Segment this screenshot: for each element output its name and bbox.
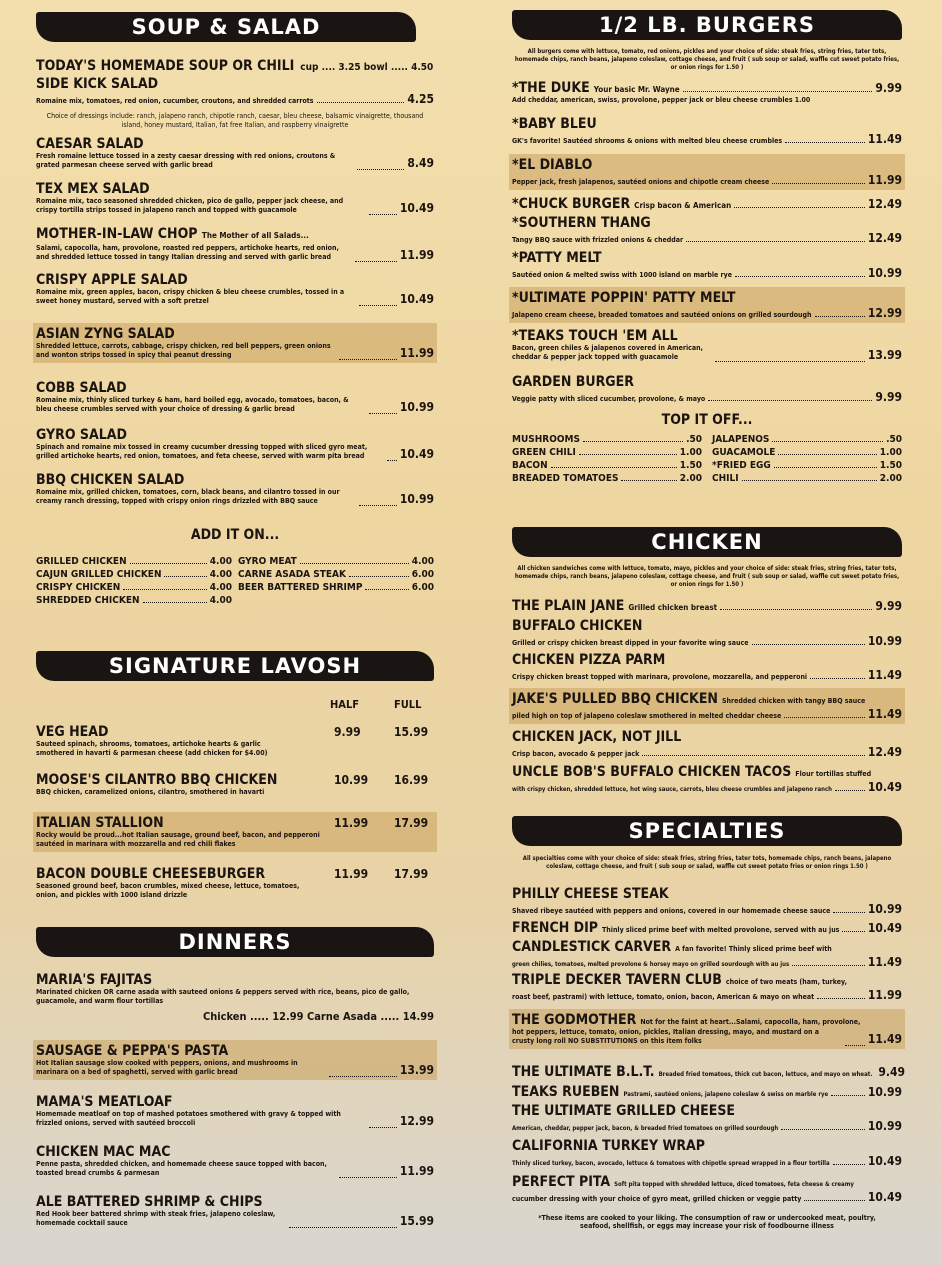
item-price: 10.49 [399,447,434,461]
item-price: 10.99 [867,1085,902,1099]
item-price: 11.49 [867,955,902,969]
lavosh-banner: SIGNATURE LAVOSH [36,651,434,681]
lavosh-item [36,772,434,797]
menu-item [36,226,434,262]
chicken-item-highlighted [512,691,902,721]
item-name: *CHUCK BURGER [512,196,631,212]
burger-item [512,196,902,212]
topping-name: *FRIED EGG [712,460,771,471]
item-desc: Add cheddar, american, swiss, provolone, pepper jack or bleu cheese crumbles 1.00 [512,96,811,104]
item-name: GARDEN BURGER [512,374,634,390]
topping-item [712,473,902,484]
item-name: BACON DOUBLE CHEESEBURGER [36,866,266,882]
item-desc: Romaine mix, taco seasoned shredded chicken, pico de gallo, pepper jack cheese, and crispy tortilla strips tossed in jalapeno ranch and topped with guacamole [36,197,344,214]
addon-item [36,582,232,593]
item-price: 8.49 [407,156,434,170]
item-name: MOOSE'S CILANTRO BBQ CHICKEN [36,772,278,788]
item-desc: Spinach and romaine mix tossed in creamy cucumber dressing topped with sliced gyro meat, grilled artichoke hearts, red onion, tomatoes, and feta cheese, served with warm pita bread [36,443,368,460]
item-desc: Marinated chicken OR carne asada with sauteed onions & peppers served with rice, beans, pico de gallo, guacamole, and warm flour tortillas [36,988,410,1005]
item-desc: Romaine mix, thinly sliced turkey & ham, hard boiled egg, avocado, tomatoes, bacon, & bleu cheese crumbles served with your choice of dressing & garlic bread [36,396,349,413]
burgers-banner: 1/2 LB. BURGERS [512,10,902,40]
item-desc: Grilled or crispy chicken breast dipped in your favorite wing sauce [512,639,749,647]
item-subtitle: Grilled chicken breast [628,603,718,612]
topping-price: 2.00 [879,473,902,484]
topping-name: MUSHROOMS [512,434,580,445]
addon-name: CARNE ASADA STEAK [238,569,346,580]
item-subtitle: Thinly sliced prime beef with melted provolone, served with au jus [602,926,840,934]
item-name: MARIA'S FAJITAS [36,972,153,988]
addon-item [36,595,232,606]
addon-price: 4.00 [209,582,232,593]
item-name: VEG HEAD [36,724,109,740]
item-price: 10.49 [867,780,902,794]
item-price: 10.99 [399,492,434,506]
item-desc: American, cheddar, pepper jack, bacon, & breaded fried tomatoes on grilled sourdough [512,1125,779,1132]
item-name: TRIPLE DECKER TAVERN CLUB [512,972,722,988]
chicken-banner: CHICKEN [512,527,902,557]
item-name: ASIAN ZYNG SALAD [36,326,175,342]
item-name: MAMA'S MEATLOAF [36,1094,173,1110]
item-name: COBB SALAD [36,380,127,396]
item-price: 11.99 [867,173,902,187]
item-desc: Romaine mix, green apples, bacon, crispy chicken & bleu cheese crumbles, tossed in a sweet honey mustard, served with a soft pretzel [36,288,345,305]
topping-item [512,460,702,471]
chicken-item [512,729,902,759]
item-subtitle: Breaded fried tomatoes, thick cut bacon, lettuce, and mayo on wheat. [658,1071,873,1078]
item-desc: piled high on top of jalapeno coleslaw smothered in melted cheddar cheese [512,712,782,720]
item-desc: Crisp bacon, avocado & pepper jack [512,750,640,758]
item-price: 11.49 [867,132,902,146]
menu-item [36,427,434,461]
half-price: 11.99 [334,867,369,881]
item-subtitle: Your basic Mr. Wayne [593,85,680,94]
full-price: 17.99 [394,816,429,830]
addon-price: 4.00 [411,556,434,567]
item-price: 12.99 [867,306,902,320]
item-price: 10.99 [399,400,434,414]
specialty-item [512,1084,902,1100]
item-name: THE ULTIMATE GRILLED CHEESE [512,1103,736,1119]
addon-item [238,556,434,567]
item-price: 10.99 [867,902,902,916]
burger-item [512,116,902,146]
item-price: 15.99 [399,1214,434,1228]
burger-item-highlighted [512,157,902,187]
burger-item-highlighted [512,290,902,320]
item-name: *SOUTHERN THANG [512,215,651,231]
dinner-item [36,972,434,1023]
full-price: 15.99 [394,725,429,739]
topping-name: CHILI [712,473,739,484]
topping-price: 1.50 [679,460,702,471]
specialty-item-highlighted [512,1012,902,1046]
specialty-item [512,1138,902,1168]
item-name: PHILLY CHEESE STEAK [512,886,669,902]
item-desc: with crispy chicken, shredded lettuce, hot wing sauce, carrots, bleu cheese crumbles and jalapeno ranch [512,786,832,793]
burger-item [512,215,902,245]
chicken-intro: All chicken sandwiches come with lettuce, tomato, mayo, pickles and your choice of side: steak fries, string fries, tater tots, homemade chips, ranch beans, jalapeno coleslaw, cottage cheese, and fruit ( sub soup or salad, waffle cut sweet potato fries, or onion rings for 1.50 ) [514,565,900,588]
item-name: BUFFALO CHICKEN [512,618,643,634]
item-name: UNCLE BOB'S BUFFALO CHICKEN TACOS [512,764,792,780]
item-name: THE GODMOTHER [512,1012,637,1028]
half-price: 9.99 [334,725,361,739]
addon-heading: ADD IT ON... [190,527,280,543]
chicken-item [512,618,902,648]
specialty-item [512,1064,906,1080]
item-name: JAKE'S PULLED BBQ CHICKEN [512,691,718,707]
addon-price: 6.00 [411,582,434,593]
item-desc: Tangy BBQ sauce with frizzled onions & cheddar [512,236,684,244]
item-price: 10.49 [867,1190,902,1204]
menu-item [36,272,434,306]
item-name: GYRO SALAD [36,427,127,443]
item-price: 10.49 [867,921,902,935]
menu-item [36,472,434,506]
lavosh-item-highlighted [36,815,434,849]
topping-price: 1.00 [879,447,902,458]
item-name: SIDE KICK SALAD [36,76,159,92]
item-subtitle: A fan favorite! Thinly sliced prime beef with [675,945,832,953]
item-price: cup .... 3.25 bowl ..... 4.50 [300,62,434,73]
item-name: CRISPY APPLE SALAD [36,272,188,288]
item-subtitle: Soft pita topped with shredded lettuce, diced tomatoes, feta cheese & creamy [614,1181,854,1188]
specialty-item [512,1174,902,1204]
item-price: 11.99 [399,248,434,262]
burger-item [512,80,902,105]
item-name: *ULTIMATE POPPIN' PATTY MELT [512,290,736,306]
item-subtitle: Shredded chicken with tangy BBQ sauce [721,697,866,705]
toppings-list [512,434,902,484]
item-desc: Thinly sliced turkey, bacon, avocado, lettuce & tomatoes with chipotle spread wrapped in a flour tortilla [512,1160,830,1167]
item-name: TEAKS RUEBEN [512,1084,620,1100]
topping-price: 1.50 [879,460,902,471]
item-name: THE ULTIMATE B.L.T. [512,1064,655,1080]
addon-price: 6.00 [411,569,434,580]
item-name: CHICKEN JACK, NOT JILL [512,729,682,745]
item-desc: Penne pasta, shredded chicken, and homemade cheese sauce topped with bacon, toasted bread crumbs & parmesan [36,1160,327,1177]
chicken-item [512,764,902,794]
item-desc: Sauteed spinach, shrooms, tomatoes, artichoke hearts & garlic smothered in havarti & parmesan cheese (add chicken for $4.00) [36,740,268,757]
item-desc: green chilies, tomatoes, melted provolone & horsey mayo on grilled sourdough with au jus [512,961,790,968]
item-name: CAESAR SALAD [36,136,144,152]
item-desc: Pepper jack, fresh jalapenos, sautéed onions and chipotle cream cheese [512,178,770,186]
left-column [36,0,434,1265]
specialty-item [512,1103,902,1133]
half-price: 11.99 [334,816,369,830]
item-price: 10.49 [399,292,434,306]
topping-price: .50 [686,434,702,445]
item-price: 13.99 [867,348,902,362]
topping-item [712,434,902,445]
specialties-banner: SPECIALTIES [512,816,902,846]
item-price: 10.99 [867,1119,902,1133]
item-desc: Fresh romaine lettuce tossed in a zesty caesar dressing with red onions, croutons & grated parmesan cheese served with garlic bread [36,152,336,169]
toppings-heading: TOP IT OFF... [661,412,753,428]
soup-item [36,58,434,74]
item-name: *THE DUKE [512,80,590,96]
item-name: MOTHER-IN-LAW CHOP [36,226,198,242]
dinners-banner: DINNERS [36,927,434,957]
menu-item [36,181,434,215]
burger-item [512,374,902,404]
item-name: FRENCH DIP [512,920,598,936]
item-price: 11.99 [399,346,434,360]
item-name: CHICKEN MAC MAC [36,1144,171,1160]
item-price: 10.99 [867,634,902,648]
specialty-item [512,886,902,916]
item-price: 11.99 [867,988,902,1002]
footnote: *These items are cooked to your liking. The consumption of raw or undercooked meat, poultry, seafood, shellfish, or eggs may increase your risk of foodbourne illness [538,1214,876,1230]
item-desc: Shaved ribeye sautéed with peppers and onions, covered in our homemade cheese sauce [512,907,831,915]
item-price: 12.49 [867,745,902,759]
item-name: TEX MEX SALAD [36,181,150,197]
item-desc: Sautéed onion & melted swiss with 1000 island on marble rye [512,271,732,279]
item-name: ITALIAN STALLION [36,815,164,831]
item-desc: Hot Italian sausage slow cooked with peppers, onions, and mushrooms in marinara on a bed of spaghetti, served with garlic bread [36,1059,298,1076]
item-name: THE PLAIN JANE [512,598,625,614]
topping-item [712,460,902,471]
item-name: TODAY'S HOMEMADE SOUP OR CHILI [36,58,295,74]
chicken-item [512,652,902,682]
item-desc: hot peppers, lettuce, tomato, onion, pickles, Italian dressing, mayo, and mustard on a crusty long roll NO SUBSTITUTIONS on this item folks [512,1028,819,1045]
addon-price: 4.00 [209,556,232,567]
addon-name: GRILLED CHICKEN [36,556,127,567]
item-price: 10.49 [399,201,434,215]
item-subtitle: Not for the faint at heart...Salami, capocolla, ham, provolone, [640,1018,861,1026]
item-name: PERFECT PITA [512,1174,611,1190]
soup-salad-banner: SOUP & SALAD [36,12,416,42]
item-name: *EL DIABLO [512,157,593,173]
item-desc: GK's favorite! Sautéed shrooms & onions with melted bleu cheese crumbles [512,137,783,145]
lavosh-item [36,724,434,758]
menu-item [36,76,434,130]
dinner-item [36,1194,434,1228]
menu-item-highlighted [36,326,434,360]
item-subtitle: Crisp bacon & American [634,201,732,210]
item-desc: Bacon, green chiles & jalapenos covered in American, cheddar & pepper jack topped with guacamole [512,344,703,361]
item-desc: cucumber dressing with your choice of gyro meat, grilled chicken or veggie patty [512,1195,802,1203]
item-price: 10.99 [867,266,902,280]
addon-list [36,556,434,606]
item-subtitle: The Mother of all Salads... [201,231,309,240]
item-price: 10.49 [867,1154,902,1168]
item-price: 12.49 [867,197,902,211]
item-desc: Romaine mix, tomatoes, red onion, cucumber, croutons, and shredded carrots [36,97,314,105]
item-price: 13.99 [399,1063,434,1077]
half-header: HALF [330,698,360,711]
topping-name: BREADED TOMATOES [512,473,619,484]
dinner-item [36,1094,434,1128]
item-desc: Romaine mix, grilled chicken, tomatoes, corn, black beans, and cilantro tossed in our creamy ranch dressing, topped with crispy onion rings drizzled with BBQ sauce [36,488,340,505]
item-name: SAUSAGE & PEPPA'S PASTA [36,1043,229,1059]
item-desc: BBQ chicken, caramelized onions, cilantro, smothered in havarti [36,788,265,796]
addon-item [36,556,232,567]
specialty-item [512,939,902,969]
item-desc: Homemade meatloaf on top of mashed potatoes smothered with gravy & topped with frizzled onions, served with sautéed broccoli [36,1110,341,1127]
item-desc: roast beef, pastrami) with lettuce, tomato, onion, bacon, American & mayo on wheat [512,993,815,1001]
addon-name: CAJUN GRILLED CHICKEN [36,569,162,580]
item-subtitle: Pastrami, sautéed onions, jalapeno coleslaw & swiss on marble rye [623,1091,829,1098]
specialty-item [512,972,902,1002]
topping-item [512,447,702,458]
addon-item [36,569,232,580]
item-price: 11.49 [867,707,902,721]
item-desc: Shredded lettuce, carrots, cabbage, crispy chicken, red bell peppers, green onions and wonton strips tossed in spicy thai peanut dressing [36,342,331,359]
item-price: 11.49 [867,668,902,682]
item-price: 4.25 [407,92,434,106]
item-name: BBQ CHICKEN SALAD [36,472,185,488]
menu-item [36,136,434,170]
half-price: 10.99 [334,773,369,787]
dinner-item [36,1144,434,1178]
item-name: CANDLESTICK CARVER [512,939,672,955]
item-name: *PATTY MELT [512,250,602,266]
burger-item [512,328,902,362]
item-name: *BABY BLEU [512,116,597,132]
full-price: 16.99 [394,773,429,787]
addon-item [238,569,434,580]
topping-item [512,473,702,484]
item-subtitle: Flour tortillas stuffed [795,770,872,778]
dressing-note: Choice of dressings include: ranch, jalapeno ranch, chipotle ranch, caesar, bleu cheese, balsamic vinaigrette, thousand island, honey mustard, Italian, fat free Italian, and raspberry vinaigrette [46,112,424,129]
item-name: *TEAKS TOUCH 'EM ALL [512,328,678,344]
specialty-item [512,920,902,936]
item-price: 11.99 [399,1164,434,1178]
topping-name: GREEN CHILI [512,447,576,458]
topping-price: 2.00 [679,473,702,484]
item-price: 12.99 [399,1114,434,1128]
dinner-item-highlighted [36,1043,434,1077]
item-name: ALE BATTERED SHRIMP & CHIPS [36,1194,263,1210]
item-price: 11.49 [867,1032,902,1046]
full-header: FULL [394,698,422,711]
burger-item [512,250,902,280]
addon-name: GYRO MEAT [238,556,297,567]
topping-name: BACON [512,460,548,471]
topping-name: GUACAMOLE [712,447,776,458]
right-column [512,0,906,1265]
burgers-intro: All burgers come with lettuce, tomato, red onions, pickles and your choice of side: steak fries, string fries, tater tots, homemade chips, ranch beans, jalapeno coleslaw, cottage cheese, and fruit ( sub soup or salad, waffle cut sweet potato fries, or onion rings for 1.50 ) [514,48,900,71]
item-desc: Seasoned ground beef, bacon crumbles, mixed cheese, lettuce, tomatoes, onion, and pickles with 1000 island drizzle [36,882,300,899]
addon-name: BEER BATTERED SHRIMP [238,582,363,593]
topping-item [512,434,702,445]
topping-item [712,447,902,458]
item-price: 9.99 [875,390,902,404]
specialties-intro: All specialties come with your choice of side: steak fries, string fries, tater tots, homemade chips, ranch beans, jalapeno coleslaw, cottage cheese, and fruit ( sub soup or salad, waffle cut sweet potato fries or onion rings 1.50 ) [522,855,892,870]
item-price: 12.49 [867,231,902,245]
chicken-item [512,598,902,614]
item-price: Chicken ..... 12.99 Carne Asada ..... 14.99 [202,1010,434,1023]
item-desc: Rocky would be proud...hot Italian sausage, ground beef, bacon, and pepperoni sautéed in marinara with mozzarella and red chili flakes [36,831,320,848]
addon-name: SHREDDED CHICKEN [36,595,140,606]
topping-price: 1.00 [679,447,702,458]
item-name: CHICKEN PIZZA PARM [512,652,666,668]
addon-price: 4.00 [209,569,232,580]
full-price: 17.99 [394,867,429,881]
item-subtitle: choice of two meats (ham, turkey, [725,978,847,986]
item-desc: Crispy chicken breast topped with marinara, provolone, mozzarella, and pepperoni [512,673,808,681]
addon-item [238,582,434,593]
lavosh-item [36,866,434,900]
item-desc: Salami, capocolla, ham, provolone, roasted red peppers, artichoke hearts, red onion, and shredded lettuce tossed in tangy Italian dressing and served with garlic bread [36,244,339,261]
item-desc: Jalapeno cream cheese, breaded tomatoes and sautéed onions on grilled sourdough [512,311,812,319]
addon-name: CRISPY CHICKEN [36,582,121,593]
item-price: 9.49 [878,1065,906,1079]
item-name: CALIFORNIA TURKEY WRAP [512,1138,706,1154]
item-price: 9.99 [875,599,902,613]
menu-item [36,380,434,414]
item-desc: Red Hook beer battered shrimp with steak fries, jalapeno coleslaw, homemade cocktail sauce [36,1210,276,1227]
item-price: 9.99 [875,81,902,95]
addon-price: 4.00 [209,595,232,606]
topping-price: .50 [886,434,902,445]
item-desc: Veggie patty with sliced cucumber, provolone, & mayo [512,395,706,403]
topping-name: JALAPENOS [712,434,770,445]
